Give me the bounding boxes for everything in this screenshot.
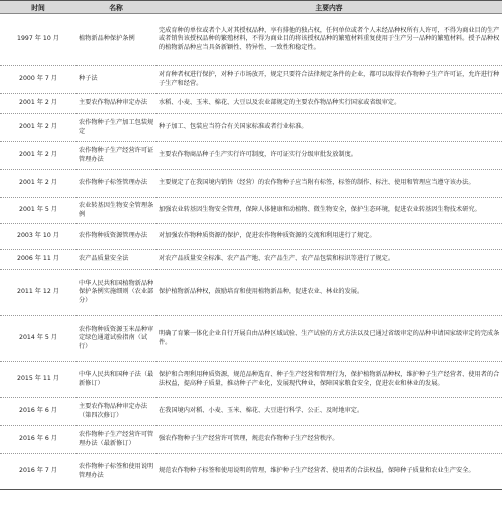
row-content: 对育种者权进行保护，对种子市场放开，规定只要符合法律规定条件的企业，都可以取得农作物种子生产许可证，允许进行种子生产和经营。 (156, 66, 502, 94)
table-row (0, 94, 502, 114)
row-time: 2016 年 6 月 (0, 426, 76, 454)
row-name: 农作物种子生产经营许可证管理办法 (76, 142, 156, 170)
row-content: 完成育种的单位或者个人对其授权品种，享有排他的独占权，任何单位或者个人未经品种权所有人许可，不得为商业目的生产或者销售该授权品种的繁殖材料，不得为商业目的将该授权品种的繁殖材料重复使用于生产另一品种的繁殖材料。授予品种权的植物新品种应当具备新颖性、特异性、一致性和稳定性。 (156, 14, 502, 66)
row-time: 2006 年 11 月 (0, 250, 76, 270)
row-name: 农业转基因生物安全管理条例 (76, 198, 156, 224)
table-row (0, 170, 502, 198)
row-content: 水稻、小麦、玉米、棉花、大豆以及农业部规定的主要农作物品种实行国家或省级审定。 (156, 94, 502, 114)
row-time: 2001 年 2 月 (0, 94, 76, 114)
row-name: 植物新品种保护条例 (76, 14, 156, 66)
table-row (0, 198, 502, 224)
row-content: 在我国境内对稻、小麦、玉米、棉花、大豆进行科学、公正、及时地审定。 (156, 398, 502, 426)
table-row (0, 250, 502, 270)
row-content: 对农产品质量安全标准、农产品产地、农产品生产、农产品包装和标识等进行了规定。 (156, 250, 502, 270)
row-time: 2001 年 2 月 (0, 114, 76, 142)
row-time: 2016 年 6 月 (0, 398, 76, 426)
row-name: 农作物种子生产经营许可管理办法（最新修订） (76, 426, 156, 454)
row-time: 2016 年 7 月 (0, 454, 76, 490)
row-content: 明确了育繁一体化企业自行开展自由品种区域试验、生产试验的方式方法以及已通过省级审定的品种申请国家级审定的完成条件。 (156, 316, 502, 362)
header-time: 时间 (0, 1, 76, 14)
row-time: 2001 年 5 月 (0, 198, 76, 224)
row-name: 中华人民共和国植物新品种保护条例实施细则（农业部分） (76, 270, 156, 316)
row-name: 主要农作物品种审定办法（第四次修订） (76, 398, 156, 426)
row-content: 主要农作物商品种子生产实行许可制度，许可证实行分级审批发放制度。 (156, 142, 502, 170)
row-name: 农作物种子标签和使用说明管理办法 (76, 454, 156, 490)
table-row (0, 316, 502, 362)
row-name: 农作物种子生产加工包装规定 (76, 114, 156, 142)
table-row (0, 270, 502, 316)
row-name: 种子法 (76, 66, 156, 94)
table-row (0, 66, 502, 94)
row-name: 农作物种质资源管理办法 (76, 224, 156, 250)
row-name: 中华人民共和国种子法（最新修订） (76, 362, 156, 398)
row-name: 农作物种子标签管理办法 (76, 170, 156, 198)
header-content: 主要内容 (156, 1, 502, 14)
row-time: 2014 年 5 月 (0, 316, 76, 362)
row-time: 2015 年 11 月 (0, 362, 76, 398)
table-row (0, 224, 502, 250)
row-time: 2000 年 7 月 (0, 66, 76, 94)
table-row (0, 142, 502, 170)
row-time: 1997 年 10 月 (0, 14, 76, 66)
table-row (0, 454, 502, 490)
table-row (0, 362, 502, 398)
table-row (0, 398, 502, 426)
row-time: 2001 年 2 月 (0, 170, 76, 198)
row-time: 2001 年 2 月 (0, 142, 76, 170)
row-content: 保护植物新品种权，鼓励培育和使用植物新品种，促进农业、林业的发展。 (156, 270, 502, 316)
table-header-row (0, 1, 502, 14)
row-content: 对加强农作物种质资源的保护，促进农作物种质资源的交流和利用进行了规定。 (156, 224, 502, 250)
row-time: 2003 年 10 月 (0, 224, 76, 250)
row-name: 主要农作物品种审定办法 (76, 94, 156, 114)
row-content: 保护和合理利用种质资源，规范品种选育、种子生产经营和管理行为，保护植物新品种权，维护种子生产经营者、使用者的合法权益，提高种子质量，推动种子产业化，发展现代种业，保障国家粮食安全，促进农业和林业的发展。 (156, 362, 502, 398)
row-content: 加强农业转基因生物安全管理，保障人体健康和动植物、微生物安全，保护生态环境，促进农业转基因生物技术研究。 (156, 198, 502, 224)
table-row (0, 426, 502, 454)
row-content: 规范农作物种子标签和使用说明的管理，维护种子生产经营者、使用者的合法权益，保障种子质量和农业生产安全。 (156, 454, 502, 490)
row-name: 农产品质量安全法 (76, 250, 156, 270)
row-content: 种子加工、包装应当符合有关国家标准或者行业标准。 (156, 114, 502, 142)
row-content: 强农作物种子生产经营许可管理，规范农作物种子生产经营秩序。 (156, 426, 502, 454)
table-row (0, 114, 502, 142)
row-content: 主要规定了在我国境内销售（经营）的农作物种子应当附有标签，标签的制作、标注、使用和管理应当遵守该办法。 (156, 170, 502, 198)
row-time: 2011 年 12 月 (0, 270, 76, 316)
table-row (0, 14, 502, 66)
header-name: 名称 (76, 1, 156, 14)
row-name: 农作物种质资源玉米品种审定绿色通道试验指南（试行） (76, 316, 156, 362)
